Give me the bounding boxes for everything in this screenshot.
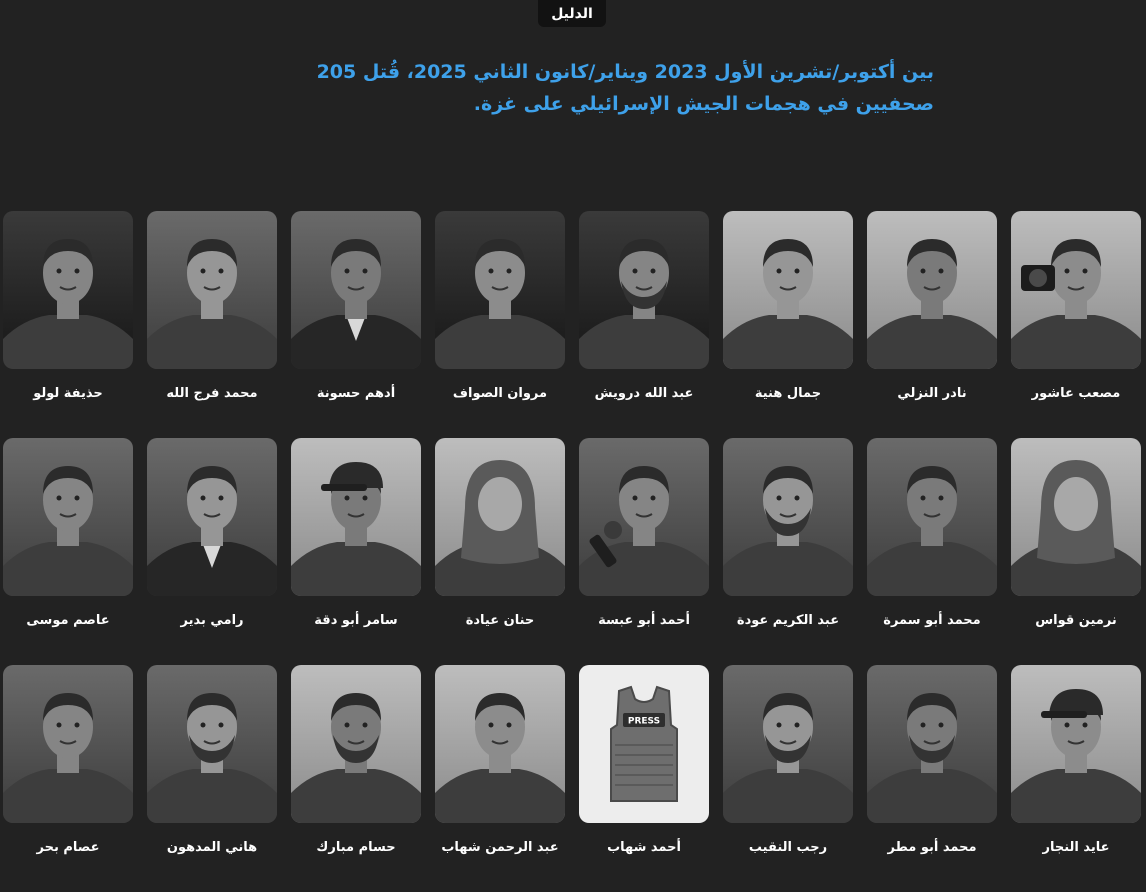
portrait-photo-cap <box>291 438 421 596</box>
portrait-photo-headscarf <box>1011 438 1141 596</box>
portrait-graphic <box>147 438 277 596</box>
portrait-graphic <box>579 438 709 596</box>
portrait-photo <box>867 438 997 596</box>
portrait-graphic <box>3 665 133 823</box>
journalist-name: مروان الصواف <box>452 386 548 401</box>
journalist-card[interactable] <box>147 665 277 892</box>
portrait-graphic <box>1011 211 1141 369</box>
portrait-photo <box>579 211 709 369</box>
journalist-name: حذيفة لولو <box>33 386 103 401</box>
portrait-photo <box>147 211 277 369</box>
portrait-graphic <box>291 438 421 596</box>
portrait-graphic <box>867 211 997 369</box>
portrait-photo <box>723 665 853 823</box>
portrait-photo-microphone <box>579 438 709 596</box>
journalists-grid <box>0 211 1146 892</box>
journalist-card[interactable] <box>3 438 133 665</box>
grid-row-3 <box>0 665 1146 892</box>
portrait-graphic <box>1011 438 1141 596</box>
journalist-card[interactable] <box>867 665 997 892</box>
grid-row-1 <box>0 211 1146 438</box>
portrait-graphic <box>723 665 853 823</box>
portrait-photo <box>867 665 997 823</box>
journalist-card[interactable] <box>579 438 709 665</box>
journalist-name: عايد النجار <box>1042 840 1110 855</box>
vest-shape <box>611 687 677 801</box>
journalist-name: حنان عيادة <box>465 613 535 628</box>
portrait-graphic <box>3 438 133 596</box>
journalist-name: مصعب عاشور <box>1031 386 1121 401</box>
journalist-card[interactable] <box>291 665 421 892</box>
portrait-photo-headscarf <box>435 438 565 596</box>
journalist-card[interactable] <box>723 438 853 665</box>
press-label: PRESS <box>627 716 661 727</box>
portrait-graphic <box>435 438 565 596</box>
journalist-card[interactable] <box>147 211 277 438</box>
journalist-name: أحمد أبو عبسة <box>598 613 690 628</box>
portrait-graphic <box>3 211 133 369</box>
portrait-photo <box>291 211 421 369</box>
portrait-photo <box>435 211 565 369</box>
journalist-card[interactable] <box>867 438 997 665</box>
journalist-card[interactable] <box>435 211 565 438</box>
journalist-name: عبد الكريم عودة <box>736 613 840 628</box>
journalist-card[interactable] <box>1011 665 1141 892</box>
journalist-name: نادر النزلي <box>897 386 967 401</box>
journalist-name: هاني المدهون <box>166 840 258 855</box>
journalist-card[interactable] <box>291 211 421 438</box>
journalist-name: أدهم حسونة <box>316 386 396 401</box>
portrait-photo <box>723 438 853 596</box>
journalist-name: حسام مبارك <box>316 840 396 855</box>
journalist-name: عبد الرحمن شهاب <box>441 840 559 855</box>
portrait-graphic <box>147 665 277 823</box>
journalist-name: أحمد شهاب <box>607 840 681 855</box>
portrait-photo <box>435 665 565 823</box>
press-vest-icon <box>579 665 709 823</box>
journalist-name: محمد أبو مطر <box>887 840 977 855</box>
portrait-photo <box>867 211 997 369</box>
portrait-graphic <box>867 665 997 823</box>
journalist-name: جمال هنية <box>754 386 822 401</box>
journalist-card[interactable] <box>723 665 853 892</box>
guide-tab[interactable]: الدليل <box>538 0 606 27</box>
portrait-photo <box>291 665 421 823</box>
portrait-photo <box>147 438 277 596</box>
journalist-name: نرمين قواس <box>1035 613 1117 628</box>
grid-row-2 <box>0 438 1146 665</box>
portrait-photo <box>723 211 853 369</box>
portrait-graphic <box>867 438 997 596</box>
journalist-name: عبد الله درويش <box>594 386 694 401</box>
portrait-graphic <box>435 665 565 823</box>
journalist-name: رامي بدير <box>180 613 244 628</box>
portrait-graphic <box>723 211 853 369</box>
portrait-photo <box>3 211 133 369</box>
portrait-graphic <box>147 211 277 369</box>
portrait-photo <box>147 665 277 823</box>
journalist-name: محمد فرج الله <box>166 386 258 401</box>
journalist-name: سامر أبو دقة <box>314 613 398 628</box>
journalist-name: محمد أبو سمرة <box>883 613 981 628</box>
journalist-card[interactable] <box>3 665 133 892</box>
journalist-card[interactable] <box>3 211 133 438</box>
portrait-graphic <box>723 438 853 596</box>
portrait-graphic <box>1011 665 1141 823</box>
intro-paragraph: بين أكتوبر/تشرين الأول 2023 ويناير/كانون الثاني 2025، قُتل 205 صحفيين في هجمات الجيش الإسرائيلي على غزة. <box>316 61 934 115</box>
portrait-photo <box>3 665 133 823</box>
journalist-card[interactable] <box>291 438 421 665</box>
journalist-card[interactable] <box>435 438 565 665</box>
portrait-photo-with-camera <box>1011 211 1141 369</box>
journalist-name: عصام بحر <box>36 840 100 855</box>
portrait-photo-cap <box>1011 665 1141 823</box>
journalist-card[interactable] <box>579 665 709 892</box>
journalist-name: رجب النقيب <box>748 840 828 855</box>
portrait-photo <box>3 438 133 596</box>
journalist-card[interactable] <box>867 211 997 438</box>
portrait-graphic <box>435 211 565 369</box>
journalist-card[interactable] <box>1011 211 1141 438</box>
journalist-card[interactable] <box>1011 438 1141 665</box>
journalist-card[interactable] <box>435 665 565 892</box>
portrait-graphic <box>291 211 421 369</box>
journalist-card[interactable] <box>723 211 853 438</box>
portrait-graphic <box>579 211 709 369</box>
portrait-graphic <box>291 665 421 823</box>
portrait-graphic <box>579 665 709 823</box>
journalist-name: عاصم موسى <box>26 613 110 628</box>
journalist-card[interactable] <box>579 211 709 438</box>
journalist-card[interactable] <box>147 438 277 665</box>
